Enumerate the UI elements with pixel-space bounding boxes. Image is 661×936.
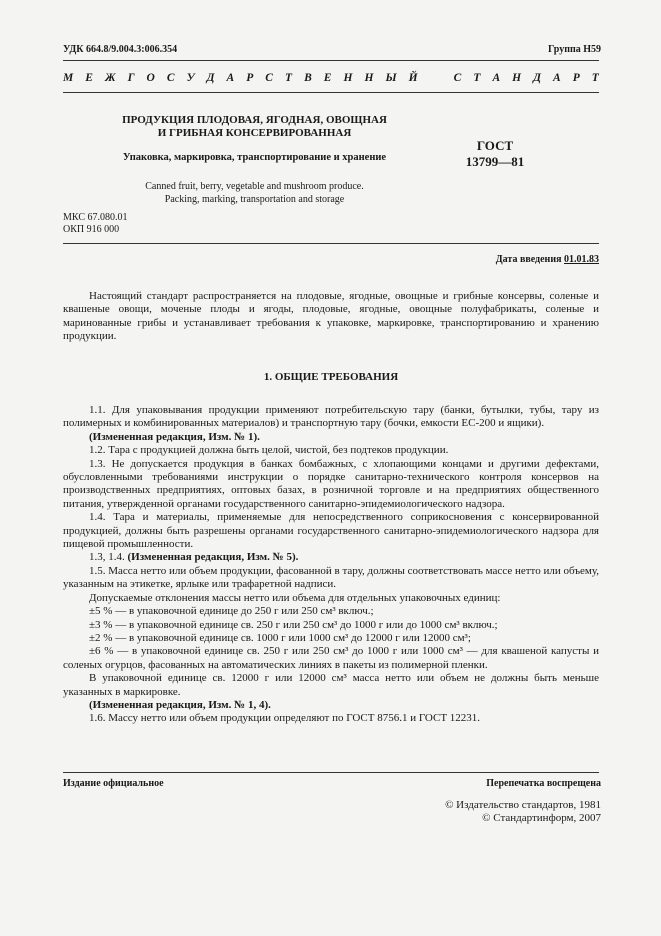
banner-letter: Р	[572, 72, 580, 84]
okp-code: ОКП 916 000	[63, 224, 120, 235]
banner-letter: Н	[364, 72, 374, 84]
banner-letter: Ж	[104, 72, 116, 84]
title-line-2: И ГРИБНАЯ КОНСЕРВИРОВАННАЯ	[157, 127, 352, 139]
clause-1-5: 1.5. Масса нетто или объем продукции, фасованной в тару, должны соответствовать массе нетто или объему, указанным на этикетке, ярлыке или трафаретной надписи.	[63, 564, 599, 591]
deviation-item: ±3 % — в упаковочной единице св. 250 г или 250 см³ до 1000 г или до 1000 см³ включ.;	[89, 618, 498, 631]
clause-1-2: 1.2. Тара с продукцией должна быть целой, чистой, без подтеков продукции.	[89, 444, 449, 457]
official-edition: Издание официальное	[63, 778, 164, 789]
classification-codes	[63, 212, 127, 236]
clause-1-4: 1.4. Тара и материалы, применяемые для непосредственного соприкосновения с консервированной продукцией, должны быть разрешены органами государственного санитарно-эпидемиологического надзора для пищевой промышленности.	[63, 511, 599, 551]
banner-letter: В	[304, 72, 312, 84]
banner-letter: Н	[512, 72, 522, 84]
english-title	[63, 180, 446, 206]
banner-letter: А	[226, 72, 235, 84]
banner-letter: Г	[127, 72, 135, 84]
header-rule-top	[63, 60, 599, 61]
banner-letter: А	[492, 72, 501, 84]
banner-letter: У	[186, 72, 195, 84]
banner-letter: О	[146, 72, 155, 84]
banner-letter: Е	[323, 72, 332, 84]
clause-1-1-note: (Измененная редакция, Изм. № 1).	[89, 430, 260, 443]
udk-code: УДК 664.8/9.004.3:006.354	[63, 44, 178, 55]
effective-date-label: Дата введения	[495, 254, 562, 265]
clause-1-5-deviations: Допускаемые отклонения массы нетто или объема для отдельных упаковочных единиц:	[89, 591, 501, 604]
copyright-block	[445, 799, 601, 825]
document-subtitle: Упаковка, маркировка, транспортирование и хранение	[122, 152, 387, 163]
gost-label: ГОСТ	[476, 138, 514, 153]
clause-1-3: 1.3. Не допускается продукция в банках бомбажных, с хлопающими концами и другими дефектами, обусловленными требованиями инструкции о порядке санитарно-технического контроля консервов на производственных предприятиях, оптовых базах, в розничной торговле и на предприятиях общественного питания, утвержденной органами государственного санитарно-эпидемиологического надзора.	[63, 457, 599, 510]
copyright-2007: © Стандартинформ, 2007	[482, 812, 601, 824]
deviation-item: ±5 % — в упаковочной единице до 250 г или 250 см³ включ.;	[89, 605, 374, 618]
english-title-line-2: Packing, marking, transportation and storage	[164, 194, 345, 205]
effective-date-value: 01.01.83	[564, 254, 599, 265]
section-1-body	[63, 404, 599, 726]
title-line-1: ПРОДУКЦИЯ ПЛОДОВАЯ, ЯГОДНАЯ, ОВОЩНАЯ	[122, 114, 387, 126]
banner-letter: Т	[285, 72, 293, 84]
gost-block	[460, 138, 530, 170]
banner-letter: Й	[408, 72, 418, 84]
banner-letter: С	[265, 72, 273, 84]
copyright-1981: © Издательство стандартов, 1981	[445, 799, 601, 811]
banner-letter: М	[63, 72, 74, 84]
header-rule-bottom	[63, 92, 599, 93]
interstate-standard-banner	[63, 72, 599, 84]
banner-letter: Е	[85, 72, 93, 84]
english-title-line-1: Canned fruit, berry, vegetable and mushroom produce.	[145, 181, 364, 192]
clause-1-3-1-4-note: 1.3, 1.4. (Измененная редакция, Изм. № 5).	[89, 551, 299, 564]
banner-letter: Н	[343, 72, 353, 84]
group-code: Группа Н59	[548, 44, 601, 55]
section-1-title: 1. ОБЩИЕ ТРЕБОВАНИЯ	[263, 371, 399, 383]
clause-1-6: 1.6. Массу нетто или объем продукции определяют по ГОСТ 8756.1 и ГОСТ 12231.	[89, 712, 481, 725]
reprint-prohibited: Перепечатка воспрещена	[486, 778, 601, 789]
deviation-item: ±2 % — в упаковочной единице св. 1000 г или 1000 см³ до 12000 г или 12000 см³;	[89, 631, 471, 644]
effective-date	[496, 254, 599, 265]
banner-letter: С	[453, 72, 462, 84]
date-rule	[63, 243, 599, 244]
mks-code: МКС 67.080.01	[63, 212, 128, 223]
clause-1-1: 1.1. Для упаковывания продукции применяют потребительскую тару (банки, бутылки, тубы, тару из полимерных и комбинированных материалов) и транспортную тару (бочки, емкости ЕС-200 и ящики).	[63, 404, 599, 430]
deviation-item: ±6 % — в упаковочной единице св. 250 г или 250 см³ до 1000 г или 1000 см³ — для квашеной капусты и соленых огурцов, фасованных на автоматических линиях в пакеты из полимерной пленки.	[63, 645, 599, 671]
clause-1-5-note: (Измененная редакция, Изм. № 1, 4).	[89, 698, 271, 711]
banner-letter: А	[553, 72, 561, 84]
banner-letter: Р	[246, 72, 254, 84]
document-title	[63, 114, 446, 140]
banner-letter: Т	[591, 72, 599, 84]
banner-letter: Т	[473, 72, 481, 84]
footer-rule	[63, 772, 599, 773]
banner-letter: Д	[533, 72, 541, 84]
intro-paragraph: Настоящий стандарт распространяется на плодовые, ягодные, овощные и грибные консервы, соленые и квашеные овощи, моченые плоды и ягоды, плодовые, ягодные, овощные полуфабрикаты, соленые и маринованные грибы и устанавливает требования к упаковке, маркировке, транспортированию и хранению продукции.	[63, 290, 599, 343]
banner-letter: С	[166, 72, 175, 84]
banner-letter: Д	[206, 72, 215, 84]
gost-number: 13799—81	[465, 154, 525, 169]
banner-letter: Ы	[385, 72, 397, 84]
clause-1-5-last: В упаковочной единице св. 12000 г или 12000 см³ масса нетто или объем не должны быть меньше указанных в маркировке.	[63, 672, 599, 698]
